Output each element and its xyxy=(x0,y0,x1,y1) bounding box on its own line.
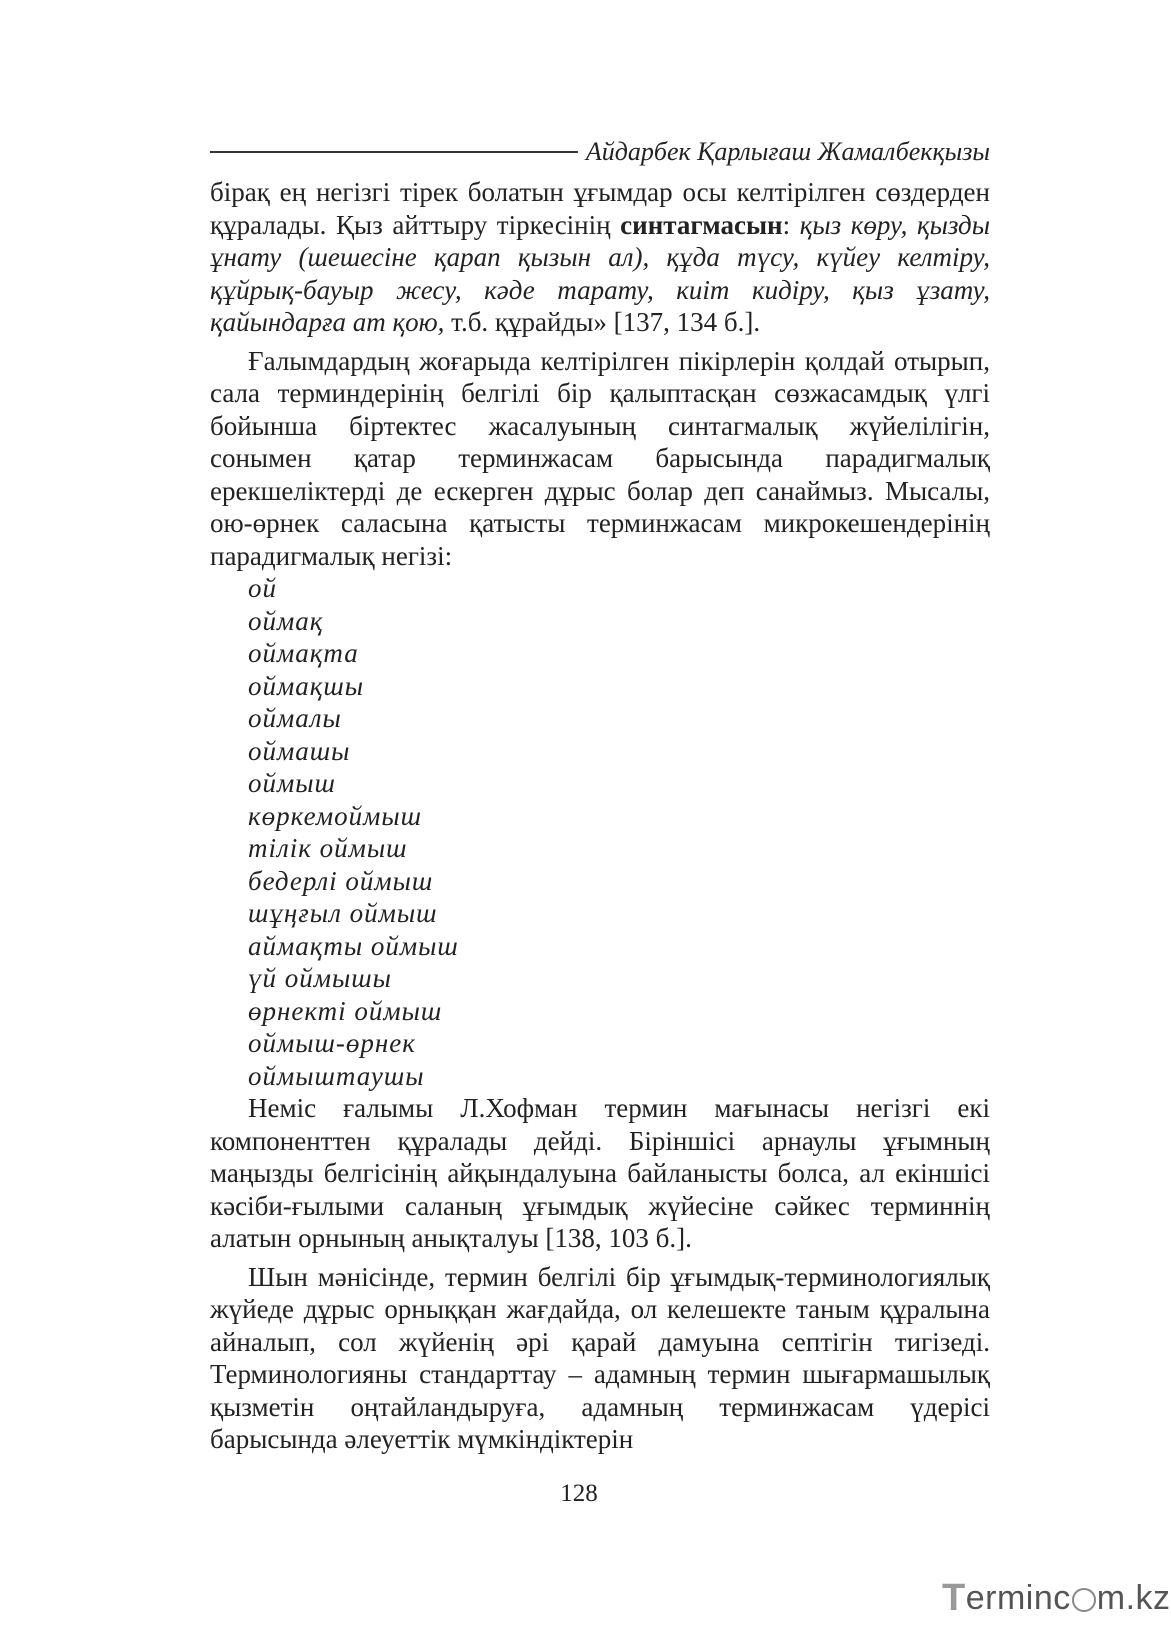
term-item: оймыш-өрнек xyxy=(248,1028,416,1058)
termincom-watermark-logo xyxy=(942,1576,1171,1620)
term-item: оймақшы xyxy=(248,670,365,701)
watermark-text-b: m.kz xyxy=(1096,1578,1171,1617)
paragraph-1 xyxy=(210,176,990,339)
paragraph-4: Шын мәнісінде, термин белгілі бір ұғымдық-терминологиялық жүйеде дұрыс орныққан жағдайда, ол келешекте таным құралына айналып, сол жүйенің әрі қарай дамуына септігін тигізеді. Терминологияны стандарттау – адамның термин шығармашылық қызметін оңтайландыруға, адамның терминжасам үдерісі барысында әлеуеттік мүмкіндіктерін xyxy=(210,1261,990,1454)
paragraph-1-bold: синтагмасын xyxy=(620,209,783,240)
term-item: аймақты оймыш xyxy=(248,930,459,961)
page-number: 128 xyxy=(560,1480,598,1507)
term-item: оймыш xyxy=(248,768,336,798)
term-item: өрнекті оймыш xyxy=(248,995,443,1026)
paragraph-1-text: бірақ ең негізгі тірек болатын ұғымдар осы келтірілген сөздерден құралады. Қыз айттыру тіркесінің xyxy=(210,177,990,240)
header-author: Айдарбек Қарлығаш Жамалбекқызы xyxy=(585,137,990,166)
term-item: ой xyxy=(248,573,277,603)
page-body xyxy=(210,176,990,1456)
term-item: тілік оймыш xyxy=(248,833,408,863)
paragraph-1-colon: : xyxy=(782,209,800,240)
magnifier-icon xyxy=(1072,1588,1096,1612)
running-header xyxy=(210,136,990,168)
term-item: шұңғыл оймыш xyxy=(248,898,438,928)
term-item: оймақ xyxy=(248,605,324,636)
paragraph-1-italic: қыз көру, қызды ұнату (шешесіне қарап қызын ал), құда түсу, күйеу келтіру, құйрық-бауыр жесу, кәде тарату, киіт кидіру, қыз ұзату, қайындарға ат қою, xyxy=(210,209,990,337)
term-item: оймыштаушы xyxy=(248,1060,425,1091)
watermark-letter-t: T xyxy=(942,1576,966,1619)
header-rule xyxy=(210,151,578,153)
term-item: оймашы xyxy=(248,735,351,766)
term-item: оймақта xyxy=(248,638,359,668)
paragraph-1-tail: т.б. құрайды» [137, 134 б.]. xyxy=(444,307,761,337)
term-item: оймалы xyxy=(248,703,342,733)
term-item: көркемоймыш xyxy=(248,800,423,831)
term-list xyxy=(210,572,990,1092)
term-item: үй оймышы xyxy=(248,963,392,993)
watermark-text-a: erminc xyxy=(965,1578,1071,1617)
term-item: бедерлі оймыш xyxy=(248,865,434,896)
paragraph-3: Неміс ғалымы Л.Хофман термин мағынасы негізгі екі компоненттен құралады дейді. Біріншісі арнаулы ұғымның маңызды белгісінің айқындалуына байланысты болса, ал екіншісі кәсіби-ғылыми саланың ұғымдық жүйесіне сәйкес терминнің алатын орнының анықталуы [138, 103 б.]. xyxy=(210,1093,990,1253)
paragraph-2: Ғалымдардың жоғарыда келтірілген пікірлерін қолдай отырып, сала терминдерінің белгілі бір қалыптасқан сөзжасамдық үлгі бойынша біртектес жасалуының синтагмалық жүйелілігін, сонымен қатар терминжасам барысында парадигмалық ерекшеліктерді де ескерген дұрыс болар деп санаймыз. Мысалы, ою-өрнек саласына қатысты терминжасам микрокешендерінің парадигмалық негізі: xyxy=(210,345,990,571)
